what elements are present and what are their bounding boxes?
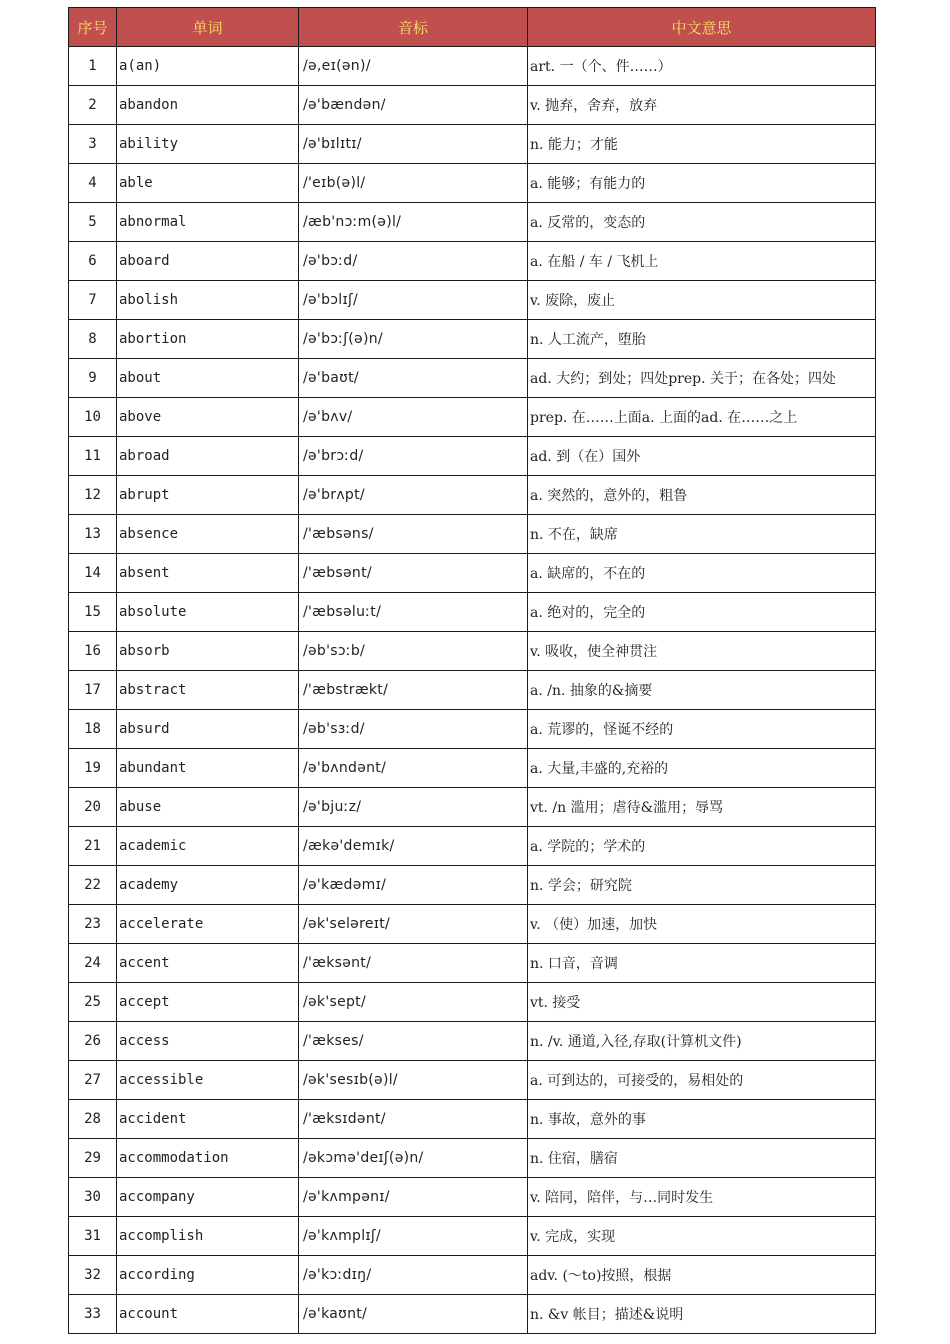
row-word: absence [117, 515, 299, 554]
row-number: 20 [69, 788, 117, 827]
row-number: 13 [69, 515, 117, 554]
row-word: able [117, 164, 299, 203]
row-number: 8 [69, 320, 117, 359]
row-word: abolish [117, 281, 299, 320]
row-number: 1 [69, 47, 117, 86]
row-phonetic: /əb'sɔːb/ [299, 632, 528, 671]
row-phonetic: /əkɔmə'deɪʃ(ə)n/ [299, 1139, 528, 1178]
table-row [69, 1139, 876, 1178]
row-word: abundant [117, 749, 299, 788]
row-phonetic: /ə'bɔlɪʃ/ [299, 281, 528, 320]
row-number: 32 [69, 1256, 117, 1295]
table-row [69, 203, 876, 242]
table-row [69, 1178, 876, 1217]
row-phonetic: /'eɪb(ə)l/ [299, 164, 528, 203]
row-phonetic: /ə'brɔːd/ [299, 437, 528, 476]
table-row [69, 632, 876, 671]
row-number: 33 [69, 1295, 117, 1334]
row-phonetic: /'æbsəluːt/ [299, 593, 528, 632]
row-number: 29 [69, 1139, 117, 1178]
row-phonetic: /ə'bɔːʃ(ə)n/ [299, 320, 528, 359]
row-meaning: v. 吸收，使全神贯注 [528, 632, 876, 671]
table-row [69, 788, 876, 827]
row-phonetic: /əb'sɜːd/ [299, 710, 528, 749]
row-meaning: n. 能力；才能 [528, 125, 876, 164]
row-phonetic: /ækə'demɪk/ [299, 827, 528, 866]
table-row [69, 710, 876, 749]
row-phonetic: /'æksɪdənt/ [299, 1100, 528, 1139]
row-meaning: art. 一（个、件……） [528, 47, 876, 86]
table-row [69, 86, 876, 125]
row-meaning: n. /v. 通道,入径,存取(计算机文件) [528, 1022, 876, 1061]
row-phonetic: /ə'bændən/ [299, 86, 528, 125]
header-number: 序号 [69, 8, 117, 47]
row-meaning: v. 完成，实现 [528, 1217, 876, 1256]
row-number: 5 [69, 203, 117, 242]
table-row [69, 1022, 876, 1061]
row-meaning: a. 绝对的，完全的 [528, 593, 876, 632]
row-word: ability [117, 125, 299, 164]
row-meaning: n. 人工流产，堕胎 [528, 320, 876, 359]
table-row [69, 1217, 876, 1256]
row-word: accessible [117, 1061, 299, 1100]
row-word: abortion [117, 320, 299, 359]
row-word: absent [117, 554, 299, 593]
row-meaning: v. （使）加速，加快 [528, 905, 876, 944]
row-phonetic: /'æbsənt/ [299, 554, 528, 593]
row-phonetic: /ə'kædəmɪ/ [299, 866, 528, 905]
row-word: absorb [117, 632, 299, 671]
row-phonetic: /ə'kɔːdɪŋ/ [299, 1256, 528, 1295]
row-word: account [117, 1295, 299, 1334]
row-number: 15 [69, 593, 117, 632]
table-row [69, 671, 876, 710]
table-row [69, 983, 876, 1022]
row-word: accompany [117, 1178, 299, 1217]
row-meaning: v. 抛弃，舍弃，放弃 [528, 86, 876, 125]
row-number: 7 [69, 281, 117, 320]
row-word: academy [117, 866, 299, 905]
row-number: 27 [69, 1061, 117, 1100]
row-number: 19 [69, 749, 117, 788]
table-row [69, 1256, 876, 1295]
row-number: 22 [69, 866, 117, 905]
row-number: 21 [69, 827, 117, 866]
row-number: 26 [69, 1022, 117, 1061]
row-meaning: a. 大量,丰盛的,充裕的 [528, 749, 876, 788]
row-number: 24 [69, 944, 117, 983]
row-number: 30 [69, 1178, 117, 1217]
row-word: academic [117, 827, 299, 866]
row-number: 11 [69, 437, 117, 476]
row-meaning: prep. 在……上面a. 上面的ad. 在……之上 [528, 398, 876, 437]
table-row [69, 398, 876, 437]
row-phonetic: /ə'kʌmpənɪ/ [299, 1178, 528, 1217]
row-phonetic: /æb'nɔːm(ə)l/ [299, 203, 528, 242]
row-meaning: a. 突然的，意外的，粗鲁 [528, 476, 876, 515]
row-phonetic: /ə'baʊt/ [299, 359, 528, 398]
table-row [69, 359, 876, 398]
header-meaning: 中文意思 [528, 8, 876, 47]
table-row [69, 1100, 876, 1139]
table-row [69, 554, 876, 593]
row-meaning: n. 学会；研究院 [528, 866, 876, 905]
row-meaning: v. 陪同，陪伴，与…同时发生 [528, 1178, 876, 1217]
row-meaning: n. &v 帐目；描述&说明 [528, 1295, 876, 1334]
row-phonetic: /ə'bʌv/ [299, 398, 528, 437]
row-meaning: a. 反常的，变态的 [528, 203, 876, 242]
table-row [69, 905, 876, 944]
row-number: 2 [69, 86, 117, 125]
header-word: 单词 [117, 8, 299, 47]
row-word: abandon [117, 86, 299, 125]
row-number: 9 [69, 359, 117, 398]
table-row [69, 320, 876, 359]
row-number: 16 [69, 632, 117, 671]
row-phonetic: /'æbstrækt/ [299, 671, 528, 710]
row-phonetic: /ə,eɪ(ən)/ [299, 47, 528, 86]
row-meaning: a. 缺席的，不在的 [528, 554, 876, 593]
row-meaning: adv. (～to)按照，根据 [528, 1256, 876, 1295]
row-word: access [117, 1022, 299, 1061]
row-meaning: v. 废除，废止 [528, 281, 876, 320]
table-row [69, 281, 876, 320]
table-row [69, 944, 876, 983]
row-phonetic: /ək'sept/ [299, 983, 528, 1022]
row-phonetic: /ə'bɔːd/ [299, 242, 528, 281]
table-row [69, 437, 876, 476]
row-phonetic: /ə'bʌndənt/ [299, 749, 528, 788]
row-word: about [117, 359, 299, 398]
row-number: 28 [69, 1100, 117, 1139]
header-phonetic: 音标 [299, 8, 528, 47]
table-body [69, 47, 876, 1334]
table-row [69, 476, 876, 515]
row-word: accomplish [117, 1217, 299, 1256]
table-row [69, 515, 876, 554]
row-number: 17 [69, 671, 117, 710]
row-meaning: a. 在船 / 车 / 飞机上 [528, 242, 876, 281]
row-meaning: a. 学院的；学术的 [528, 827, 876, 866]
row-word: accident [117, 1100, 299, 1139]
table-row [69, 749, 876, 788]
row-phonetic: /ək'sesɪb(ə)l/ [299, 1061, 528, 1100]
row-meaning: n. 不在，缺席 [528, 515, 876, 554]
row-number: 10 [69, 398, 117, 437]
vocabulary-sheet [68, 7, 875, 1334]
row-meaning: n. 住宿，膳宿 [528, 1139, 876, 1178]
table-row [69, 242, 876, 281]
row-meaning: a. 荒谬的，怪诞不经的 [528, 710, 876, 749]
row-number: 4 [69, 164, 117, 203]
table-row [69, 125, 876, 164]
row-number: 25 [69, 983, 117, 1022]
row-number: 6 [69, 242, 117, 281]
row-word: abroad [117, 437, 299, 476]
row-meaning: vt. /n 滥用；虐待&滥用；辱骂 [528, 788, 876, 827]
table-header-row [69, 8, 876, 47]
row-word: accelerate [117, 905, 299, 944]
row-number: 18 [69, 710, 117, 749]
row-phonetic: /'æbsəns/ [299, 515, 528, 554]
row-word: according [117, 1256, 299, 1295]
row-number: 3 [69, 125, 117, 164]
row-word: aboard [117, 242, 299, 281]
row-word: abstract [117, 671, 299, 710]
row-meaning: vt. 接受 [528, 983, 876, 1022]
row-phonetic: /ək'seləreɪt/ [299, 905, 528, 944]
row-word: accommodation [117, 1139, 299, 1178]
row-number: 12 [69, 476, 117, 515]
row-meaning: ad. 大约；到处；四处prep. 关于；在各处；四处 [528, 359, 876, 398]
table-row [69, 827, 876, 866]
row-word: abuse [117, 788, 299, 827]
row-phonetic: /ə'kaʊnt/ [299, 1295, 528, 1334]
row-number: 14 [69, 554, 117, 593]
row-phonetic: /ə'bɪlɪtɪ/ [299, 125, 528, 164]
vocabulary-table [68, 7, 876, 1334]
row-meaning: a. 可到达的，可接受的，易相处的 [528, 1061, 876, 1100]
row-word: a(an) [117, 47, 299, 86]
row-word: accept [117, 983, 299, 1022]
row-phonetic: /'ækses/ [299, 1022, 528, 1061]
table-row [69, 164, 876, 203]
row-word: absolute [117, 593, 299, 632]
row-meaning: ad. 到（在）国外 [528, 437, 876, 476]
row-phonetic: /'æksənt/ [299, 944, 528, 983]
table-row [69, 1061, 876, 1100]
row-word: abnormal [117, 203, 299, 242]
table-row [69, 866, 876, 905]
row-phonetic: /ə'brʌpt/ [299, 476, 528, 515]
row-phonetic: /ə'kʌmplɪʃ/ [299, 1217, 528, 1256]
table-row [69, 593, 876, 632]
row-meaning: n. 事故，意外的事 [528, 1100, 876, 1139]
table-row [69, 47, 876, 86]
row-word: above [117, 398, 299, 437]
row-phonetic: /ə'bjuːz/ [299, 788, 528, 827]
row-word: accent [117, 944, 299, 983]
row-meaning: a. 能够；有能力的 [528, 164, 876, 203]
table-row [69, 1295, 876, 1334]
row-meaning: n. 口音，音调 [528, 944, 876, 983]
row-meaning: a. /n. 抽象的&摘要 [528, 671, 876, 710]
row-number: 31 [69, 1217, 117, 1256]
row-word: absurd [117, 710, 299, 749]
row-number: 23 [69, 905, 117, 944]
row-word: abrupt [117, 476, 299, 515]
